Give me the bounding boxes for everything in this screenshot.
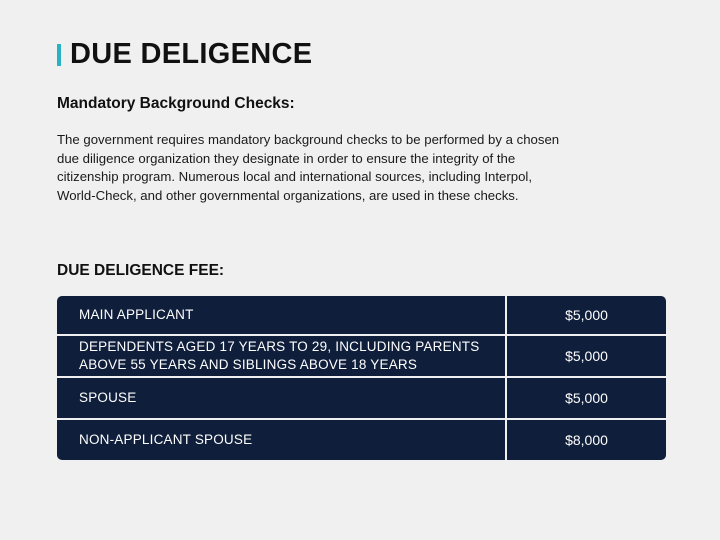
fee-row-dependents [57, 334, 666, 376]
fee-table [57, 296, 666, 460]
fee-label: DEPENDENTS AGED 17 YEARS TO 29, INCLUDING PARENTS ABOVE 55 YEARS AND SIBLINGS ABOVE 18 YEARS [79, 339, 480, 372]
background-checks-paragraph: The government requires mandatory background checks to be performed by a chosen due diligence organization they designate in order to ensure the integrity of the citizenship program. Numerous local and international sources, including Interpol, World-Check, and other governmental organizations, are used in these checks. [57, 132, 560, 203]
background-checks-heading: Mandatory Background Checks: [57, 95, 295, 112]
fee-row-non-applicant-spouse [57, 418, 666, 460]
page-title: DUE DELIGENCE [70, 38, 313, 70]
title-accent-bar [57, 44, 61, 66]
fee-row-spouse [57, 376, 666, 418]
fee-amount: $5,000 [505, 296, 666, 334]
fee-label: MAIN APPLICANT [79, 307, 194, 322]
fee-label: SPOUSE [79, 390, 137, 405]
fee-heading: DUE DELIGENCE FEE: [57, 262, 225, 279]
fee-amount: $8,000 [505, 420, 666, 460]
fee-amount: $5,000 [505, 378, 666, 418]
fee-amount: $5,000 [505, 336, 666, 376]
fee-row-main-applicant [57, 296, 666, 334]
fee-label: NON-APPLICANT SPOUSE [79, 432, 253, 447]
page-title-row [57, 38, 312, 71]
